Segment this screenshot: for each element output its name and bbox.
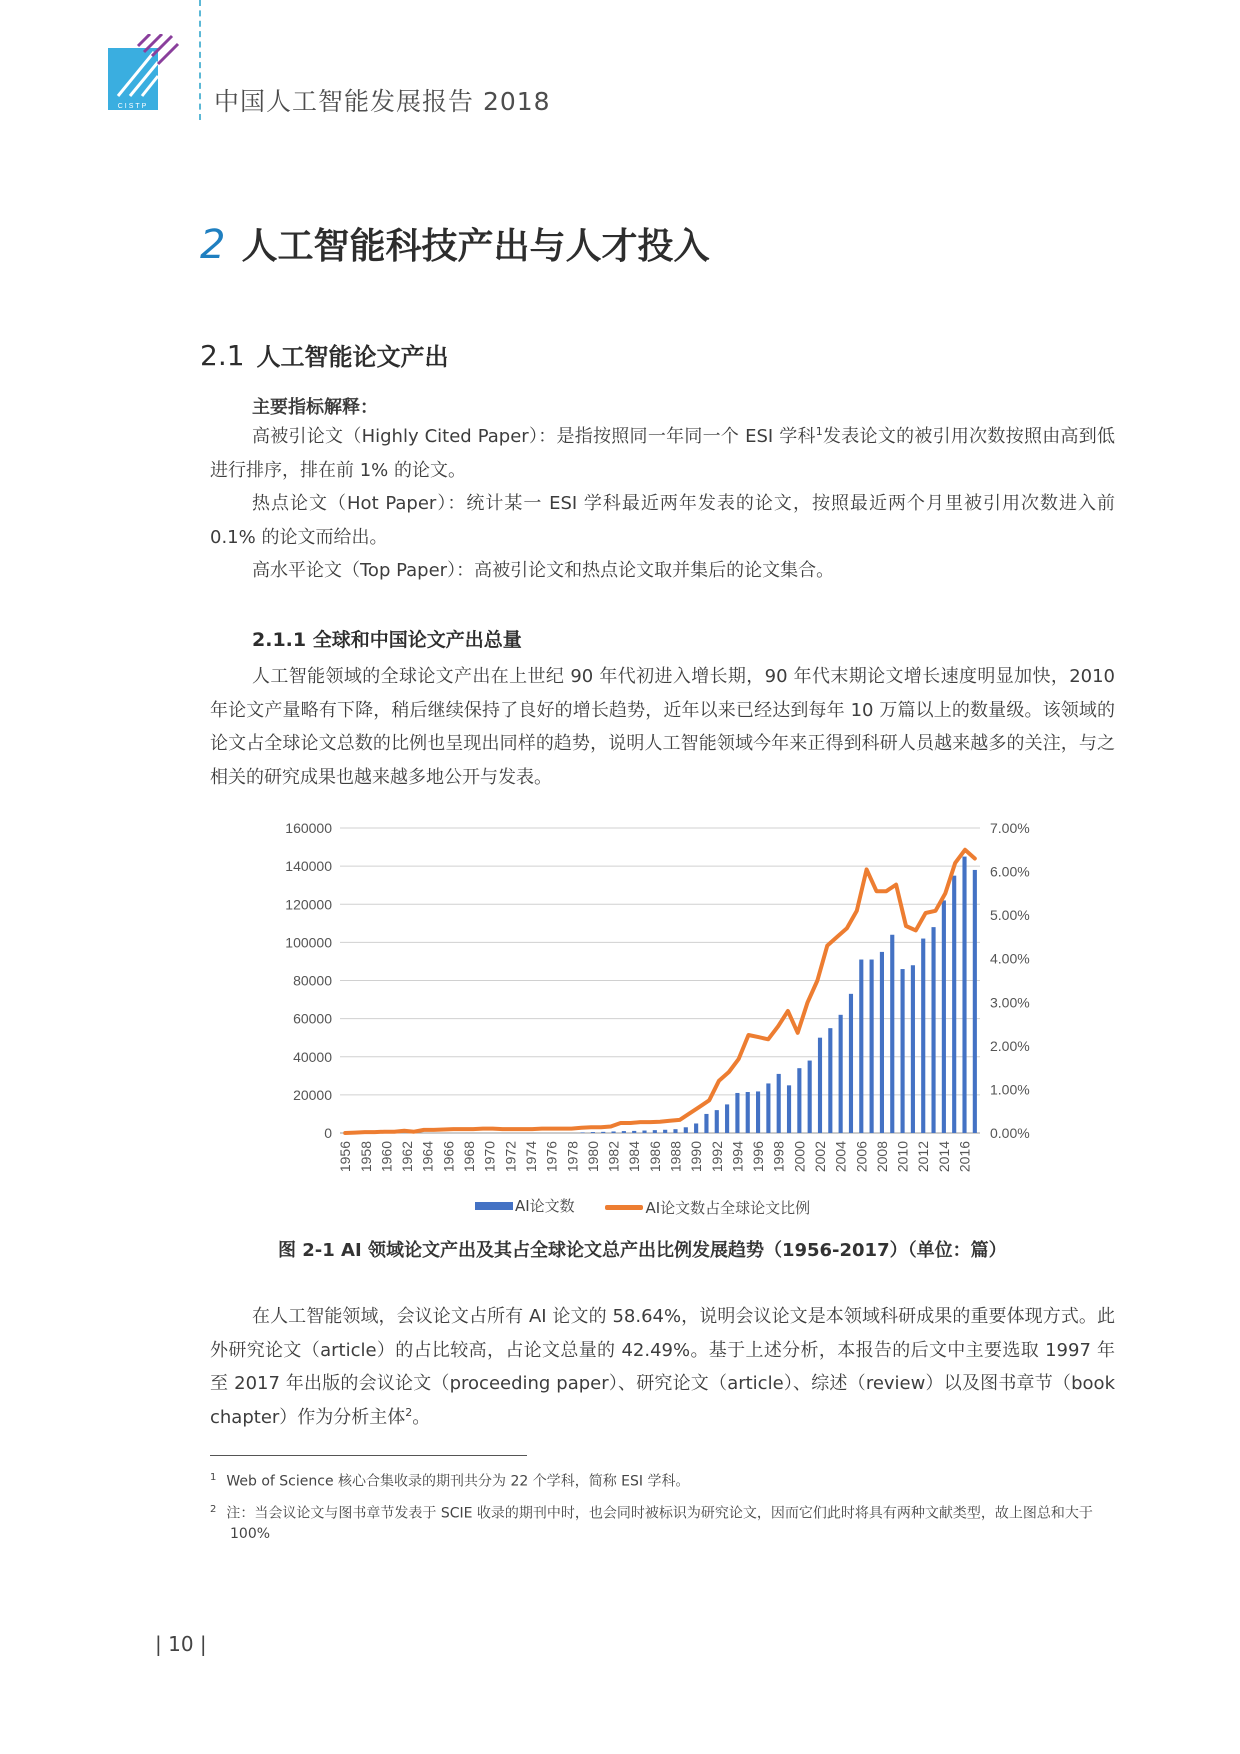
bar-2013 <box>931 927 935 1133</box>
cistp-logo <box>108 34 180 110</box>
bar-1983 <box>622 1131 626 1133</box>
bar-1995 <box>746 1092 750 1133</box>
x-tick-label: 1972 <box>502 1141 519 1173</box>
bar-2006 <box>859 960 863 1133</box>
x-tick-label: 2008 <box>873 1141 890 1173</box>
report-title: 中国人工智能发展报告 2018 <box>214 87 551 116</box>
bar-2017 <box>973 870 977 1133</box>
paragraph-global-output: 人工智能领域的全球论文产出在上世纪 90 年代初进入增长期，90 年代末期论文增长速度明显加快，2010 年论文产量略有下降，稍后继续保持了良好的增长趋势，近年以来已经达到每年 10 万篇以上的数量级。该领域的论文占全球论文总数的比例也呈现出同样的趋势，说明人工智能领域今年来正得到科研人员越来越多的关注，与之相关的研究成果也越来越多地公开与发表。 <box>210 666 1115 788</box>
bar-1985 <box>642 1131 646 1133</box>
bar-2008 <box>880 952 884 1133</box>
bar-2001 <box>808 1061 812 1133</box>
definitions-heading: 主要指标解释： <box>252 397 378 418</box>
y-right-tick-label: 2.00% <box>990 1037 1030 1054</box>
x-tick-label: 2010 <box>894 1141 911 1173</box>
bar-2011 <box>911 965 915 1133</box>
bar-2016 <box>962 857 966 1133</box>
bar-1979 <box>581 1132 585 1133</box>
x-tick-label: 1982 <box>605 1141 622 1173</box>
x-tick-label: 2002 <box>812 1141 828 1173</box>
bar-2005 <box>849 994 853 1133</box>
bar-2007 <box>870 960 874 1133</box>
chapter-title: 人工智能科技产出与人才投入 <box>241 226 710 267</box>
footnote-1: $^1$ Web of Science 核心合集收录的期刊共分为 22 个学科，简称 ESI 学科。 <box>210 1472 690 1490</box>
bar-1991 <box>704 1114 708 1133</box>
x-tick-label: 1962 <box>399 1141 416 1173</box>
bar-1981 <box>601 1132 605 1133</box>
y-left-tick-label: 40000 <box>293 1048 332 1065</box>
subsection-heading: 2.1.1 全球和中国论文产出总量 <box>252 629 522 651</box>
x-tick-label: 1994 <box>729 1141 746 1173</box>
x-tick-label: 1990 <box>688 1141 705 1173</box>
definition-highly-cited: 高被引论文（Highly Cited Paper）：是指按照同一年同一个 ESI 学科$^1$发表论文的被引用次数按照由高到低进行排序，排在前 1% 的论文。 <box>210 425 1116 481</box>
footnote-rule <box>210 1455 527 1456</box>
y-right-tick-label: 4.00% <box>990 950 1030 967</box>
bar-1986 <box>653 1130 657 1133</box>
y-left-tick-label: 20000 <box>293 1086 332 1103</box>
section-title: 人工智能论文产出 <box>256 343 449 371</box>
ai-paper-chart <box>265 815 1125 1195</box>
x-tick-label: 1974 <box>522 1141 539 1173</box>
x-tick-label: 1960 <box>378 1141 395 1173</box>
section-heading <box>200 337 449 372</box>
svg-text:CISTP: CISTP <box>117 103 149 110</box>
bar-1990 <box>694 1123 698 1133</box>
footnote-2: $^2$ 注：当会议论文与图书章节发表于 SCIE 收录的期刊中时，也会同时被标识为研究论文，因而它们此时将具有两种文献类型，故上图总和大于 100% <box>210 1504 1093 1542</box>
x-tick-label: 1976 <box>543 1141 560 1173</box>
bar-1982 <box>611 1131 615 1133</box>
bar-2010 <box>901 969 905 1133</box>
legend-bar-series: AI论文数 <box>475 1195 575 1216</box>
bar-1994 <box>735 1093 739 1133</box>
chapter-number: 2 <box>200 222 226 268</box>
bar-2012 <box>921 939 925 1133</box>
x-tick-label: 1966 <box>440 1141 457 1173</box>
page-number: | 10 | <box>155 1632 207 1656</box>
x-tick-label: 1996 <box>750 1141 767 1173</box>
x-tick-label: 1970 <box>481 1141 498 1173</box>
bar-1998 <box>777 1074 781 1133</box>
bar-1996 <box>756 1091 760 1133</box>
bar-1987 <box>663 1130 667 1133</box>
x-tick-label: 1980 <box>584 1141 601 1173</box>
bar-2000 <box>797 1068 801 1133</box>
x-tick-label: 2004 <box>832 1141 849 1173</box>
bar-1984 <box>632 1131 636 1133</box>
x-tick-label: 1958 <box>357 1141 374 1173</box>
legend-line-series: AI论文数占全球论文比例 <box>605 1197 810 1218</box>
y-left-tick-label: 80000 <box>293 972 332 989</box>
x-tick-label: 1988 <box>667 1141 684 1173</box>
bar-2009 <box>890 935 894 1133</box>
x-tick-label: 2012 <box>915 1141 932 1173</box>
definition-top-paper: 高水平论文（Top Paper）：高被引论文和热点论文取并集后的论文集合。 <box>252 560 835 581</box>
bar-1989 <box>684 1127 688 1133</box>
x-tick-label: 2016 <box>956 1141 973 1173</box>
chapter-heading <box>200 218 709 269</box>
header-divider <box>199 0 201 120</box>
y-left-tick-label: 60000 <box>293 1010 332 1027</box>
x-tick-label: 1998 <box>770 1141 787 1173</box>
definitions-list <box>210 420 1115 588</box>
x-tick-label: 2006 <box>853 1141 870 1173</box>
x-tick-label: 1986 <box>646 1141 663 1173</box>
x-tick-label: 2014 <box>935 1141 952 1173</box>
x-tick-label: 1984 <box>626 1141 643 1173</box>
paragraph-conference-papers: 在人工智能领域，会议论文占所有 AI 论文的 58.64%，说明会议论文是本领域科研成果的重要体现方式。此外研究论文（article）的占比较高，占论文总量的 42.49%。基于上述分析，本报告的后文中主要选取 1997 年至 2017 年出版的会议论文（proceeding paper）、研究论文（article）、综述（review）以及图书章节（book chapter）作为分析主体$^2$。 <box>210 1306 1115 1428</box>
bar-2003 <box>828 1028 832 1133</box>
y-left-tick-label: 100000 <box>285 934 332 951</box>
bar-1988 <box>673 1129 677 1133</box>
x-tick-label: 2000 <box>791 1141 808 1173</box>
x-tick-label: 1956 <box>337 1141 354 1173</box>
y-right-tick-label: 3.00% <box>990 994 1030 1011</box>
section-number: 2.1 <box>200 339 245 372</box>
y-right-tick-label: 6.00% <box>990 863 1030 880</box>
footnote-ref-1: 1 <box>815 425 823 438</box>
x-tick-label: 1968 <box>461 1141 478 1173</box>
footnote-ref-2: 2 <box>405 1405 413 1419</box>
bar-1999 <box>787 1085 791 1133</box>
bar-2014 <box>942 900 946 1133</box>
y-right-tick-label: 1.00% <box>990 1081 1030 1098</box>
y-left-tick-label: 120000 <box>285 896 332 913</box>
bar-1992 <box>715 1110 719 1133</box>
bar-1993 <box>725 1104 729 1133</box>
bar-1997 <box>766 1083 770 1133</box>
y-right-tick-label: 7.00% <box>990 820 1030 836</box>
x-tick-label: 1964 <box>419 1141 436 1173</box>
chart-legend <box>475 1195 836 1218</box>
y-right-tick-label: 5.00% <box>990 907 1030 924</box>
y-right-tick-label: 0.00% <box>990 1125 1030 1141</box>
x-tick-label: 1978 <box>564 1141 581 1173</box>
y-left-tick-label: 140000 <box>285 858 332 875</box>
bar-1980 <box>591 1132 595 1133</box>
y-left-tick-label: 0 <box>324 1125 332 1141</box>
bar-2015 <box>952 876 956 1133</box>
y-left-tick-label: 160000 <box>285 820 332 836</box>
definition-hot-paper: 热点论文（Hot Paper）：统计某一 ESI 学科最近两年发表的论文，按照最近两个月里被引用次数进入前 0.1% 的论文而给出。 <box>210 493 1115 548</box>
bar-2004 <box>839 1015 843 1133</box>
x-tick-label: 1992 <box>708 1141 725 1173</box>
figure-caption: 图 2-1 AI 领域论文产出及其占全球论文总产出比例发展趋势（1956-2017）（单位：篇） <box>278 1240 1007 1261</box>
bar-2002 <box>818 1038 822 1133</box>
